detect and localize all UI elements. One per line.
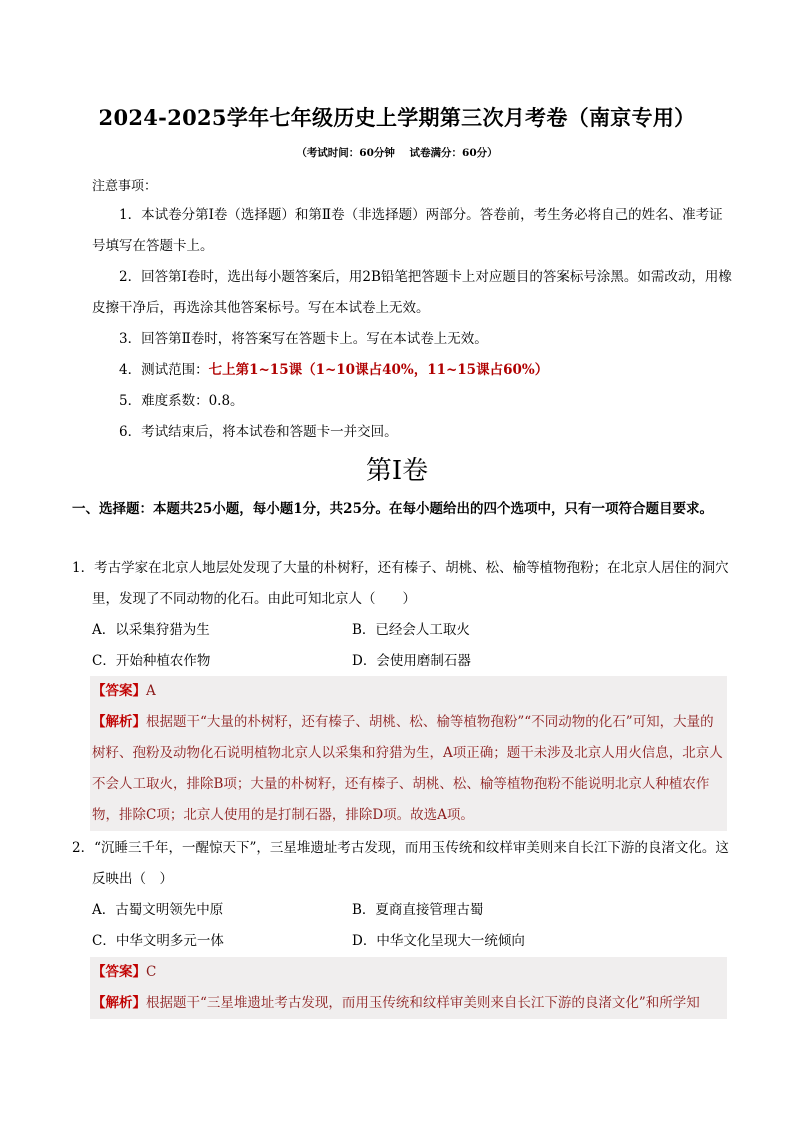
analysis-label: 【解析】: [92, 714, 146, 730]
answer-line: [92, 957, 725, 988]
option-b: B．夏商直接管理古蜀: [352, 902, 484, 918]
answer-block-1: [90, 676, 727, 831]
option-d: D．中华文化呈现大一统倾向: [352, 933, 525, 949]
notice-item-5: 5．难度系数：0.8。: [119, 393, 244, 409]
answer-value: C: [146, 964, 157, 980]
question-1: [72, 553, 732, 677]
exam-subtitle: （考试时间：60分钟 试卷满分：60分）: [296, 147, 498, 159]
analysis-text: [92, 707, 725, 831]
answer-label: 【答案】: [92, 683, 146, 699]
notice-item-1: 1．本试卷分第Ⅰ卷（选择题）和第Ⅱ卷（非选择题）两部分。答卷前，考生务必将自己的姓名、准考证号填写在答题卡上。: [92, 207, 723, 254]
volume-title: 第Ⅰ卷: [365, 456, 429, 486]
notice-list: [92, 200, 732, 448]
section-heading: 一、选择题：本题共25小题，每小题1分，共25分。在每小题给出的四个选项中，只有一项符合题目要求。: [72, 501, 713, 517]
option-c: C．开始种植农作物: [92, 653, 211, 669]
option-b: B．已经会人工取火: [352, 622, 470, 638]
notice-item-2: 2．回答第Ⅰ卷时，选出每小题答案后，用2B铅笔把答题卡上对应题目的答案标号涂黑。如需改动，用橡皮擦干净后，再选涂其他答案标号。写在本试卷上无效。: [92, 269, 732, 316]
answer-value: A: [146, 683, 156, 699]
notice-item-3: 3．回答第Ⅱ卷时，将答案写在答题卡上。写在本试卷上无效。: [119, 331, 488, 347]
option-d: D．会使用磨制石器: [352, 653, 471, 669]
analysis-label: 【解析】: [92, 995, 146, 1011]
question-2: [72, 833, 732, 957]
notice-item-6: 6．考试结束后，将本试卷和答题卡一并交回。: [119, 424, 398, 440]
answer-label: 【答案】: [92, 964, 146, 980]
question-stem: 2．“沉睡三千年，一醒惊天下”，三星堆遗址考古发现，而用玉传统和纹样审美则来自长江下游的良渚文化。这反映出（ ）: [72, 840, 729, 887]
test-scope: 七上第1~15课（1~10课占40%，11~15课占60%）: [208, 362, 549, 378]
analysis-body: 根据题干“三星堆遗址考古发现，而用玉传统和纹样审美则来自长江下游的良渚文化”和所学知: [146, 995, 700, 1011]
notice-heading: 注意事项：: [92, 179, 158, 194]
answer-line: [92, 676, 725, 707]
analysis-text: [92, 988, 725, 1019]
options-group: [72, 615, 732, 677]
option-a: A．古蜀文明领先中原: [92, 902, 224, 918]
option-c: C．中华文明多元一体: [92, 933, 224, 949]
notice-item-4: [92, 355, 732, 386]
analysis-body: 根据题干“大量的朴树籽，还有榛子、胡桃、松、榆等植物孢粉”“不同动物的化石”可知，大量的树籽、孢粉及动物化石说明植物北京人以采集和狩猎为生，A项正确；题干未涉及北京人用火信息，北京人不会人工取火，排除B项；大量的朴树籽，还有榛子、胡桃、松、榆等植物孢粉不能说明北京人种植农作物，排除C项；北京人使用的是打制石器，排除D项。故选A项。: [92, 714, 723, 823]
notice-item-4-label: 4．测试范围：: [119, 362, 209, 378]
question-stem: 1．考古学家在北京人地层处发现了大量的朴树籽，还有榛子、胡桃、松、榆等植物孢粉；在北京人居住的洞穴里，发现了不同动物的化石。由此可知北京人（ ）: [72, 560, 729, 607]
exam-title: 2024-2025学年七年级历史上学期第三次月考卷（南京专用）: [98, 105, 696, 130]
options-group: [72, 895, 732, 957]
answer-block-2: [90, 957, 727, 1019]
option-a: A．以采集狩猎为生: [92, 622, 210, 638]
